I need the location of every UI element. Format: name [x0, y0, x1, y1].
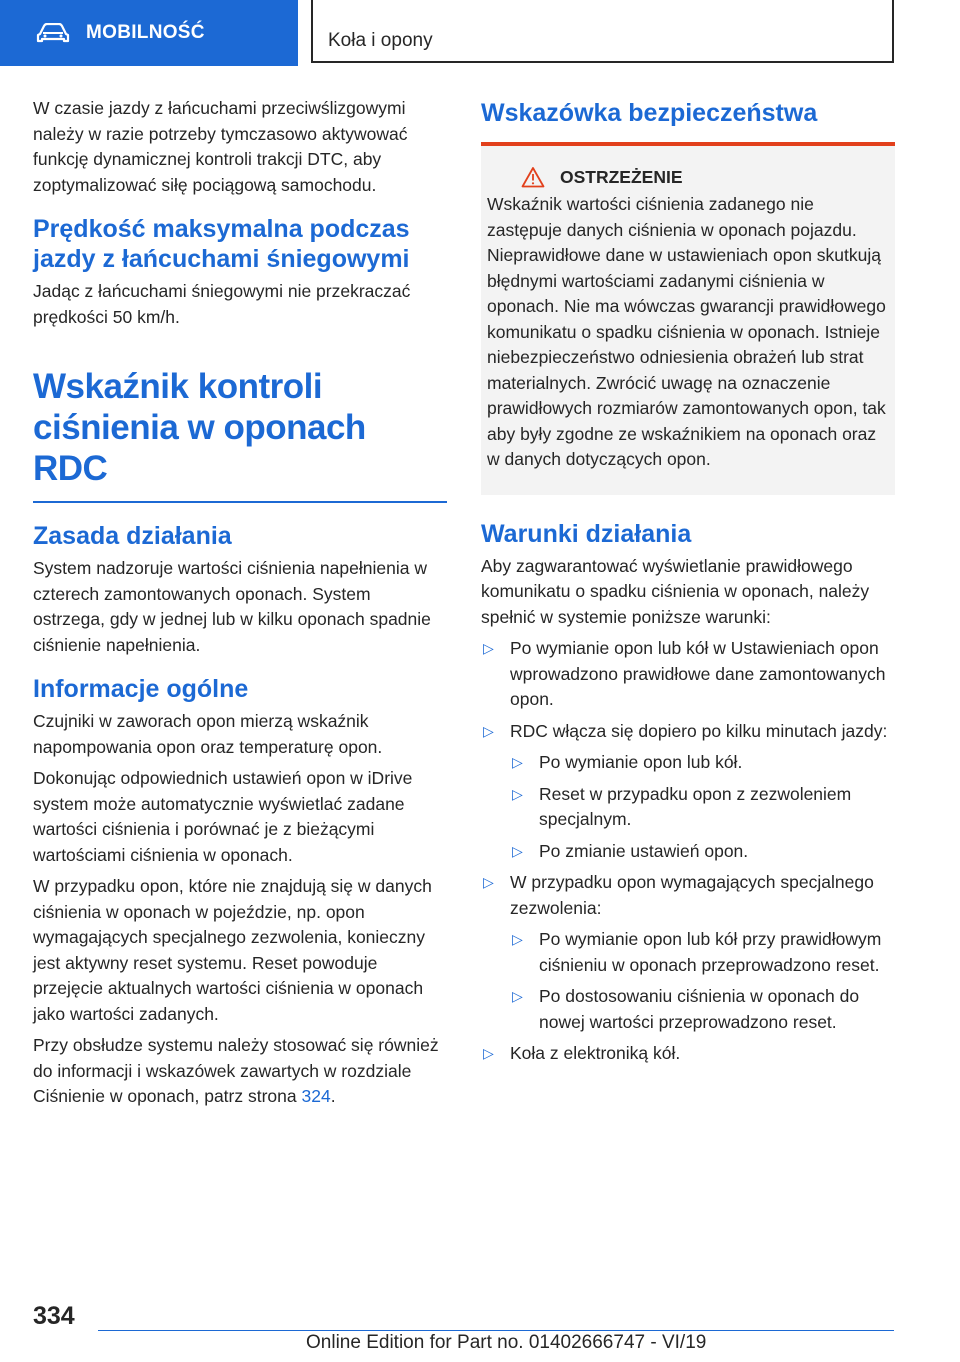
safety-heading: Wskazówka bezpieczeństwa: [481, 99, 818, 127]
conditions-heading: Warunki działania: [481, 519, 692, 548]
warning-triangle-icon: [521, 166, 545, 188]
principle-paragraph: System nadzoruje wartości ciśnienia napełnienia w czterech zamontowanych oponach. System ostrzega, gdy w jednej lub w kilku oponach spadnie ciśnienie napełnienia.: [33, 558, 431, 655]
bullet-triangle-icon: ▷: [512, 842, 523, 859]
conditions-paragraph: Aby zagwarantować wyświetlanie prawidłowego komunikatu o spadku ciśnienia w oponach, należy spełnić w systemie poniższe warunki:: [481, 555, 870, 627]
car-icon: [36, 23, 70, 43]
footer-divider: [98, 1330, 894, 1331]
speed-paragraph: Jadąc z łańcuchami śniegowymi nie przekraczać prędkości 50 km/h.: [33, 281, 411, 327]
list-item: ▷ RDC włącza się dopiero po kilku minutach jazdy: ▷ Po wymianie opon lub kół. ▷ Reset w przypadku opon z zezwoleniem specjalnym. ▷ Po zmianie ustawień opon.: [481, 719, 895, 865]
left-column: [33, 96, 447, 1116]
principle-heading: Zasada działania: [33, 522, 232, 550]
period: .: [330, 1086, 336, 1106]
list-item: ▷ Koła z elektroniką kół.: [481, 1041, 895, 1067]
list-item: ▷ Po dostosowaniu ciśnienia w oponach do nowej wartości przeprowadzono reset.: [512, 986, 860, 1032]
list-item: ▷ Po wymianie opon lub kół przy prawidłowym ciśnieniu w oponach przeprowadzono reset.: [512, 929, 882, 975]
sub-list: [510, 927, 895, 1035]
general-paragraph-1: Czujniki w zaworach opon mierzą wskaźnik napompowania opon oraz temperaturę opon.: [33, 711, 383, 757]
general-paragraph-2: Dokonując odpowiednich ustawień opon w iDrive system może automatycznie wyświetlać zadane wartości ciśnienia i porównać je z bieżącymi wartościami ciśnienia w oponach.: [33, 768, 413, 865]
page-link[interactable]: 324: [301, 1086, 331, 1106]
bullet-triangle-icon: ▷: [512, 931, 523, 947]
warning-text: Wskaźnik wartości ciśnienia zadanego nie zastępuje danych ciśnienia w oponach pojazdu. Nieprawidłowe dane w ustawieniach opon skutkują błędnymi wartościami zadanymi ciśnienia w oponach. Nie ma wówczas gwarancji prawidłowego komunikatu o spadku ciśnienia w oponach. Istnieje niebezpieczeństwo odniesienia obrażeń lub strat materialnych. Zwrócić uwagę na oznaczenie prawidłowych rozmiarów zamontowanych opon, tak aby były zgodne ze wskaźnikiem na oponach oraz w danych dotyczących opon.: [487, 194, 886, 469]
general-paragraph-4-text: Przy obsłudze systemu należy stosować się również do informacji i wskazówek zawartych w rozdziale Ciśnienie w oponach, patrz strona: [33, 1035, 439, 1106]
sub-list: [510, 750, 895, 864]
edition-text: Online Edition for Part no. 01402666747 - VI/19: [306, 1332, 707, 1353]
section-label: MOBILNOŚĆ: [86, 22, 205, 43]
list-item: ▷ W przypadku opon wymagających specjalnego zezwolenia: ▷ Po wymianie opon lub kół przy prawidłowym ciśnieniu w oponach przeprowadzono reset. ▷ Po dostosowaniu ciśnienia w oponach do nowej wartości przeprowadzono reset.: [481, 870, 895, 1035]
speed-heading: Prędkość maksymalna podczas jazdy z łańcuchami śniegowymi: [33, 215, 410, 273]
bullet-triangle-icon: ▷: [483, 640, 494, 656]
bullet-triangle-icon: ▷: [483, 1045, 494, 1061]
list-item: ▷ Po wymianie opon lub kół.: [510, 750, 895, 776]
intro-paragraph: W czasie jazdy z łańcuchami przeciwślizgowymi należy w razie potrzeby tymczasowo aktywować funkcję dynamicznej kontroli trakcji DTC, aby zoptymalizować siłę pociągową samochodu.: [33, 98, 408, 195]
list-item: ▷ Po wymianie opon lub kół w Ustawieniach opon wprowadzono prawidłowe dane zamontowanych opon.: [483, 638, 886, 709]
bullet-triangle-icon: ▷: [512, 988, 523, 1004]
page-number: 334: [33, 1302, 75, 1330]
list-item: ▷ Reset w przypadku opon z zezwoleniem specjalnym.: [512, 783, 852, 829]
warning-title: OSTRZEŻENIE: [560, 166, 683, 187]
bullet-triangle-icon: ▷: [512, 754, 523, 770]
section-tab[interactable]: [0, 0, 298, 66]
right-column: [481, 96, 895, 1073]
list-item: ▷ Po zmianie ustawień opon.: [510, 839, 895, 865]
chapter-title: Koła i opony: [328, 30, 433, 51]
general-heading: Informacje ogólne: [33, 675, 249, 703]
bullet-triangle-icon: ▷: [512, 785, 523, 802]
chapter-header: [311, 0, 894, 63]
bullet-triangle-icon: ▷: [483, 722, 494, 739]
general-paragraph-3: W przypadku opon, które nie znajdują się w danych ciśnienia w oponach w pojeździe, np. opon wymagających specjalnego zezwolenia, konieczny jest aktywny reset systemu. Reset powoduje przejęcie aktualnych wartości ciśnienia w oponach jako wartości zadanych.: [33, 876, 432, 1024]
warning-box: [481, 146, 895, 495]
bullet-triangle-icon: ▷: [483, 874, 494, 890]
general-paragraph-4: [33, 1033, 447, 1110]
conditions-list: [481, 636, 895, 1067]
main-heading: Wskaźnik kontroli ciśnienia w oponach RDC: [33, 366, 447, 503]
